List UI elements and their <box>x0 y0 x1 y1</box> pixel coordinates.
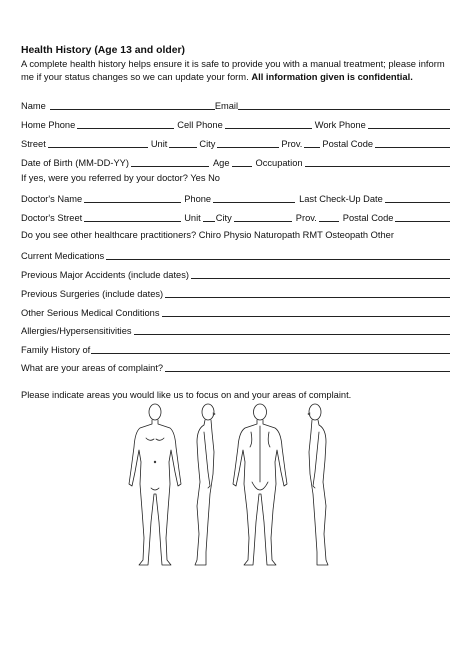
accidents-label: Previous Major Accidents (include dates) <box>21 270 189 280</box>
row-doctor-address <box>21 209 450 224</box>
allergies-field[interactable] <box>134 333 450 335</box>
doctors-name-field[interactable] <box>84 201 181 203</box>
city-field[interactable] <box>217 146 279 148</box>
row-dob <box>21 154 450 169</box>
age-label: Age <box>212 158 230 168</box>
row-surgeries <box>21 285 450 300</box>
row-address <box>21 135 450 150</box>
name-label: Name <box>21 101 46 111</box>
doctor-prov-label: Prov. <box>295 213 317 223</box>
body-side-left-figure[interactable] <box>308 404 328 565</box>
row-other-conditions <box>21 304 450 319</box>
postal-code-field[interactable] <box>375 146 450 148</box>
row-allergies <box>21 322 450 337</box>
doctor-city-label: City <box>215 213 232 223</box>
street-label: Street <box>21 139 46 149</box>
form-intro <box>21 58 457 83</box>
other-conditions-field[interactable] <box>162 315 451 317</box>
family-history-label: Family History of <box>21 345 91 355</box>
row-medications <box>21 247 450 262</box>
city-label: City <box>199 139 216 149</box>
doctors-name-label: Doctor's Name <box>21 194 83 204</box>
home-phone-label: Home Phone <box>21 120 76 130</box>
work-phone-label: Work Phone <box>314 120 366 130</box>
accidents-field[interactable] <box>191 277 450 279</box>
doctor-unit-label: Unit <box>184 213 201 223</box>
surgeries-field[interactable] <box>165 296 450 298</box>
surgeries-label: Previous Surgeries (include dates) <box>21 289 164 299</box>
email-field[interactable] <box>238 108 450 110</box>
other-practitioners-question: Do you see other healthcare practitioners? Chiro Physio Naturopath RMT Osteopath Other <box>21 230 394 240</box>
family-history-field[interactable] <box>91 352 450 354</box>
medications-label: Current Medications <box>21 251 105 261</box>
dob-label: Date of Birth (MM-DD-YY) <box>21 158 129 168</box>
body-side-right-figure[interactable] <box>195 404 215 565</box>
email-label: Email <box>214 101 239 111</box>
doctor-prov-field[interactable] <box>319 220 339 222</box>
home-phone-field[interactable] <box>77 127 174 129</box>
medications-field[interactable] <box>106 258 450 260</box>
doctors-street-field[interactable] <box>84 220 181 222</box>
body-front-figure[interactable] <box>129 404 181 565</box>
doctor-city-field[interactable] <box>234 220 292 222</box>
occupation-field[interactable] <box>305 165 450 167</box>
age-field[interactable] <box>232 165 252 167</box>
street-field[interactable] <box>48 146 148 148</box>
dob-field[interactable] <box>131 165 209 167</box>
confidential-notice: All information given is confidential. <box>251 70 413 82</box>
focus-instruction: Please indicate areas you would like us to focus on and your areas of complaint. <box>21 390 352 400</box>
body-diagrams <box>120 402 360 572</box>
prov-field[interactable] <box>304 146 320 148</box>
work-phone-field[interactable] <box>368 127 450 129</box>
allergies-label: Allergies/Hypersensitivities <box>21 326 132 336</box>
intro-text: A complete health history helps ensure it is safe to provide you with a manual treatment; please inform me if your status changes so we can update your form. <box>21 58 445 82</box>
row-phones <box>21 116 450 131</box>
doctor-postal-code-field[interactable] <box>395 220 450 222</box>
last-checkup-field[interactable] <box>385 201 450 203</box>
doctor-postal-code-label: Postal Code <box>342 213 394 223</box>
row-accidents <box>21 266 450 281</box>
prov-label: Prov. <box>281 139 303 149</box>
complaint-areas-label: What are your areas of complaint? <box>21 363 164 373</box>
body-back-figure[interactable] <box>233 404 287 565</box>
row-complaint-areas <box>21 359 450 374</box>
cell-phone-field[interactable] <box>225 127 312 129</box>
cell-phone-label: Cell Phone <box>177 120 223 130</box>
unit-field[interactable] <box>169 146 197 148</box>
postal-code-label: Postal Code <box>322 139 374 149</box>
doctors-street-label: Doctor's Street <box>21 213 83 223</box>
last-checkup-label: Last Check-Up Date <box>299 194 383 204</box>
referred-question: If yes, were you referred by your doctor? Yes No <box>21 173 220 183</box>
occupation-label: Occupation <box>255 158 303 168</box>
doctor-phone-field[interactable] <box>213 201 295 203</box>
complaint-areas-field[interactable] <box>165 370 450 372</box>
other-conditions-label: Other Serious Medical Conditions <box>21 308 160 318</box>
doctor-phone-label: Phone <box>184 194 212 204</box>
form-title: Health History (Age 13 and older) <box>21 45 185 56</box>
row-family-history <box>21 341 450 356</box>
row-name-email <box>21 97 450 112</box>
name-field[interactable] <box>50 108 215 110</box>
doctor-unit-field[interactable] <box>203 220 215 222</box>
row-doctor <box>21 190 450 205</box>
unit-label: Unit <box>150 139 168 149</box>
